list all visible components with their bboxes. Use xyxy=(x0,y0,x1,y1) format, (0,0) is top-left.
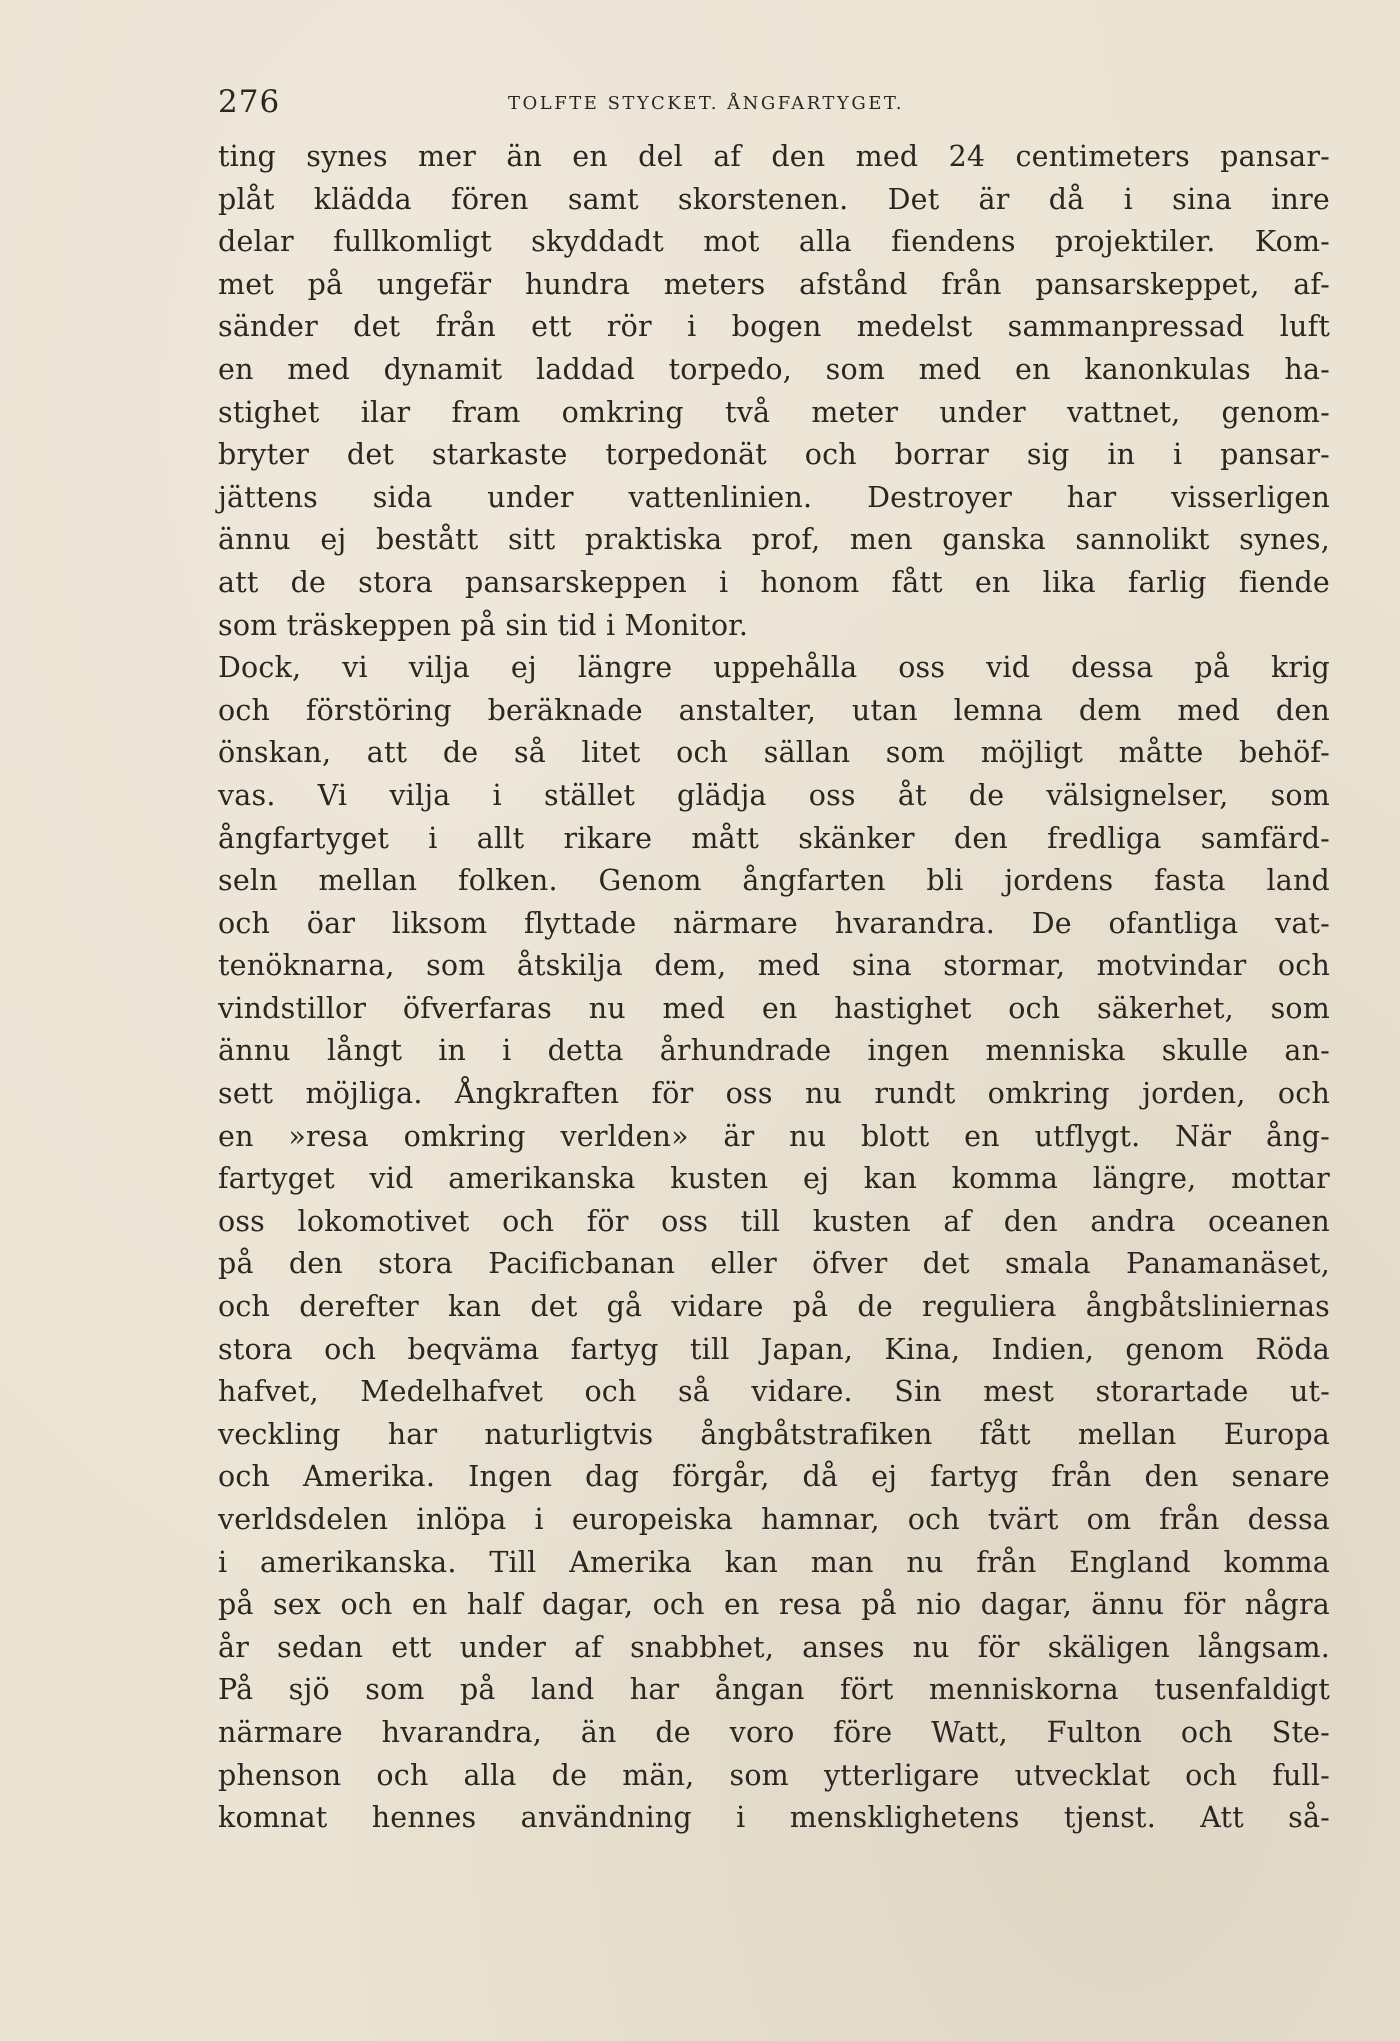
text-line: och derefter kan det gå vidare på de reguliera ångbåtsliniernas xyxy=(218,1290,1330,1324)
body-text xyxy=(218,136,1330,1840)
text-line: och förstöring beräknade anstalter, utan lemna dem med den xyxy=(218,693,1330,727)
text-line: veckling har naturligtvis ångbåtstrafiken fått mellan Europa xyxy=(218,1417,1330,1451)
text-line: Dock, vi vilja ej längre uppehålla oss vid dessa på krig xyxy=(218,651,1330,685)
text-line: ting synes mer än en del af den med 24 centimeters pansar- xyxy=(218,140,1330,173)
text-line: fartyget vid amerikanska kusten ej kan komma längre, mottar xyxy=(218,1162,1330,1196)
text-line: oss lokomotivet och för oss till kusten af den andra oceanen xyxy=(218,1204,1330,1238)
text-line: På sjö som på land har ångan fört menniskorna tusenfaldigt xyxy=(218,1673,1330,1707)
text-line: stora och beqväma fartyg till Japan, Kina, Indien, genom Röda xyxy=(218,1332,1330,1366)
text-line: verldsdelen inlöpa i europeiska hamnar, och tvärt om från dessa xyxy=(218,1503,1330,1536)
text-line: ångfartyget i allt rikare mått skänker den fredliga samfärd- xyxy=(218,821,1330,855)
text-line: sett möjliga. Ångkraften för oss nu rundt omkring jorden, och xyxy=(218,1077,1330,1111)
text-line: önskan, att de så litet och sällan som möjligt måtte behöf- xyxy=(218,736,1330,770)
text-line: närmare hvarandra, än de voro före Watt, Fulton och Ste- xyxy=(218,1715,1330,1749)
text-line: jättens sida under vattenlinien. Destroyer har visserligen xyxy=(218,480,1330,514)
text-line: stighet ilar fram omkring två meter under vattnet, genom- xyxy=(218,395,1330,429)
text-line: och öar liksom flyttade närmare hvarandra. De ofantliga vat- xyxy=(218,906,1330,940)
text-line: på den stora Pacificbanan eller öfver det smala Panamanäset, xyxy=(218,1247,1330,1281)
text-line: och Amerika. Ingen dag förgår, då ej fartyg från den senare xyxy=(218,1460,1330,1494)
running-head xyxy=(218,82,1338,122)
text-line: en »resa omkring verlden» är nu blott en utflygt. När ång- xyxy=(218,1119,1330,1153)
text-line: år sedan ett under af snabbhet, anses nu för skäligen långsam. xyxy=(218,1630,1330,1664)
text-line: ännu ej bestått sitt praktiska prof, men ganska sannolikt synes, xyxy=(218,523,1330,557)
text-line: plåt klädda fören samt skorstenen. Det är då i sina inre xyxy=(218,182,1330,216)
text-line: en med dynamit laddad torpedo, som med en kanonkulas ha- xyxy=(218,352,1330,386)
text-line: som träskeppen på sin tid i Monitor. xyxy=(218,608,749,642)
text-line: delar fullkomligt skyddadt mot alla fiendens projektiler. Kom- xyxy=(218,225,1330,259)
text-line: tenöknarna, som åtskilja dem, med sina stormar, motvindar och xyxy=(218,949,1330,983)
text-line: seln mellan folken. Genom ångfarten bli jordens fasta land xyxy=(218,864,1330,898)
text-line: bryter det starkaste torpedonät och borrar sig in i pansar- xyxy=(218,438,1330,472)
text-line: ännu långt in i detta århundrade ingen menniska skulle an- xyxy=(218,1034,1330,1068)
text-line: vas. Vi vilja i stället glädja oss åt de välsignelser, som xyxy=(218,778,1330,812)
text-line: hafvet, Medelhafvet och så vidare. Sin mest storartade ut- xyxy=(218,1375,1330,1409)
text-line: vindstillor öfverfaras nu med en hastighet och säkerhet, som xyxy=(218,991,1330,1025)
text-line: sänder det från ett rör i bogen medelst sammanpressad luft xyxy=(218,310,1330,344)
text-line: på sex och en half dagar, och en resa på nio dagar, ännu för några xyxy=(218,1588,1330,1622)
running-title: TOLFTE STYCKET. ÅNGFARTYGET. xyxy=(508,93,904,114)
page-number: 276 xyxy=(218,84,281,120)
text-line: met på ungefär hundra meters afstånd från pansarskeppet, af- xyxy=(218,267,1330,301)
text-line: i amerikanska. Till Amerika kan man nu från England komma xyxy=(218,1545,1330,1579)
text-line: att de stora pansarskeppen i honom fått en lika farlig fiende xyxy=(218,565,1330,599)
text-line: komnat hennes användning i mensklighetens tjenst. Att så- xyxy=(218,1801,1330,1835)
text-line: phenson och alla de män, som ytterligare utvecklat och full- xyxy=(218,1758,1330,1792)
